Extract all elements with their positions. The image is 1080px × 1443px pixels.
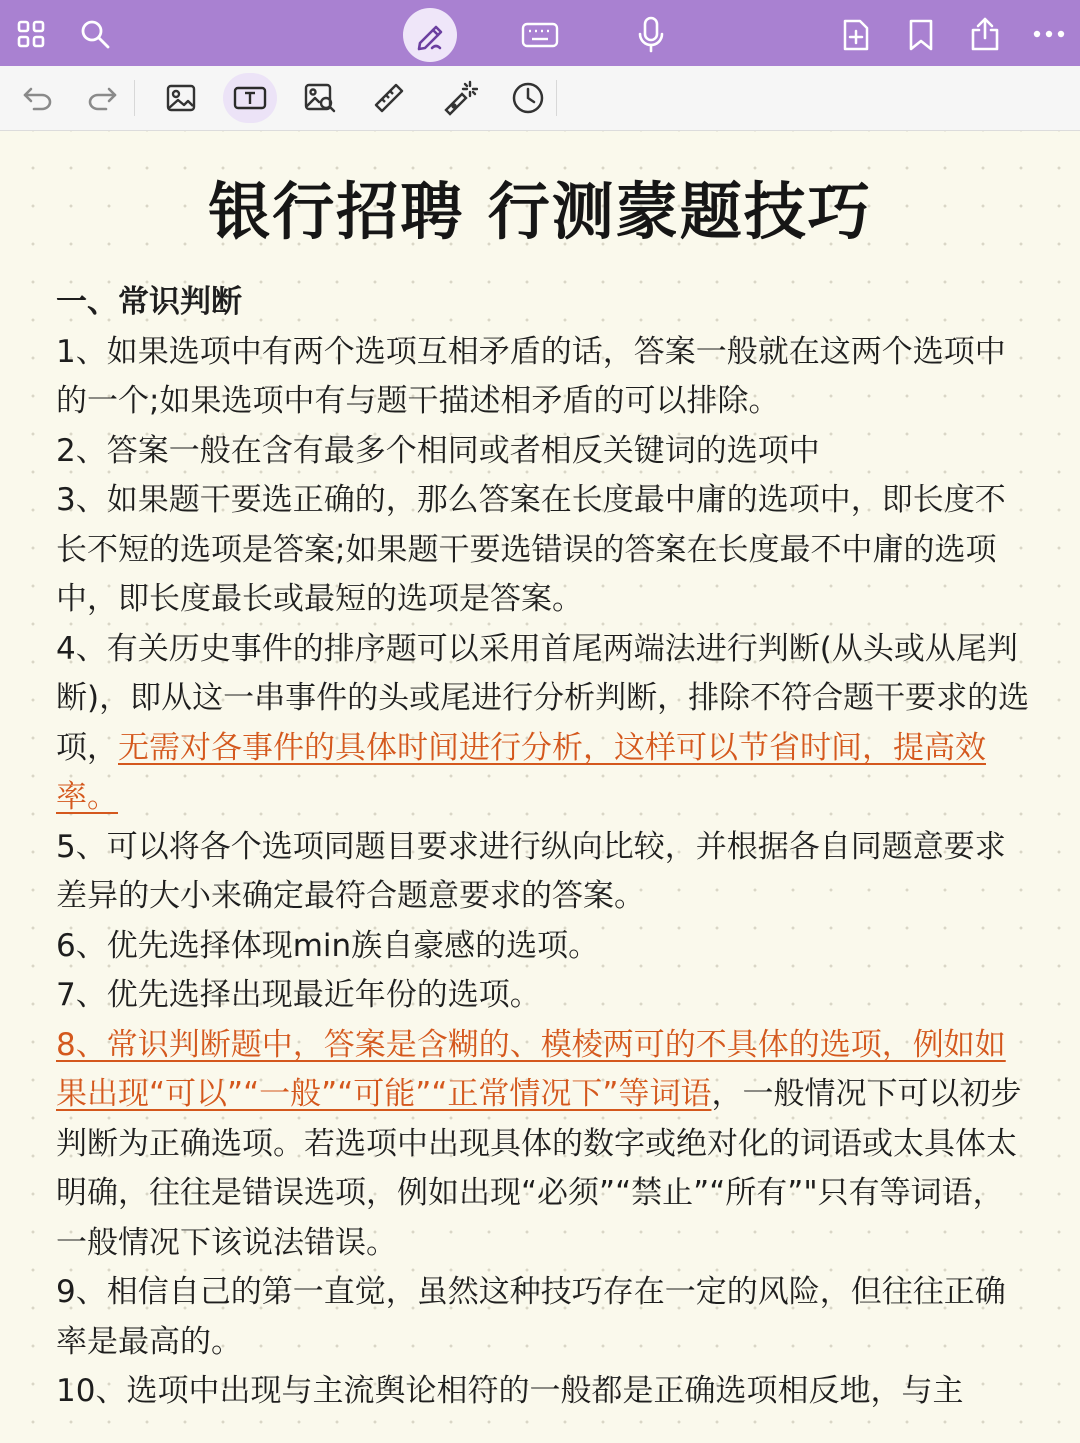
grid-icon[interactable] <box>14 17 48 51</box>
top-toolbar <box>0 0 1080 66</box>
bookmark-icon[interactable] <box>904 16 938 54</box>
paragraph-5: 5、可以将各个选项同题目要求进行纵向比较，并根据各自同题意要求差异的大小来确定最符合题意要求的答案。 <box>56 828 1006 914</box>
redo-icon[interactable] <box>84 80 120 116</box>
paragraph-2: 2、答案一般在含有最多个相同或者相反关键词的选项中 <box>56 432 820 469</box>
paragraph-7: 7、优先选择出现最近年份的选项。 <box>56 977 541 1013</box>
microphone-icon[interactable] <box>634 15 668 55</box>
note-body <box>56 278 1031 1417</box>
paragraph-6: 6、优先选择体现min族自豪感的选项。 <box>56 927 600 964</box>
paragraph-4 <box>56 625 1031 823</box>
keyboard-icon[interactable] <box>520 18 560 52</box>
pen-icon[interactable] <box>410 15 450 55</box>
paragraph-8-text: ，一般情况下可以初步判断为正确选项。若选项中出现具体的数字或绝对化的词语或太具体太明确，往往是错误选项，例如出现“必须”“禁止”“所有”"只有等词语，一般情况下该说法错误。 <box>56 1076 1022 1261</box>
toolbar-divider <box>134 80 135 116</box>
paragraph-8 <box>56 1021 1031 1269</box>
laser-pointer-icon[interactable] <box>439 79 479 117</box>
search-icon[interactable] <box>78 17 112 51</box>
paragraph-4-highlight: 无需对各事件的具体时间进行分析，这样可以节省时间，提高效率。 <box>56 729 986 815</box>
ruler-icon[interactable] <box>370 80 408 116</box>
paragraph-1: 1、如果选项中有两个选项互相矛盾的话，答案一般就在这两个选项中的一个;如果选项中有与题干描述相矛盾的可以排除。 <box>56 333 1006 419</box>
image-search-icon[interactable] <box>301 80 339 116</box>
undo-icon[interactable] <box>20 80 56 116</box>
paragraph-8-highlight: 8、常识判断题中，答案是含糊的、模棱两可的不具体的选项，例如如果出现“可以”“一般”“可能”“正常情况下”等词语 <box>56 1026 1006 1112</box>
text-box-icon[interactable] <box>231 80 269 116</box>
share-icon[interactable] <box>966 14 1004 54</box>
paragraph-4-text: 4、有关历史事件的排序题可以采用首尾两端法进行判断(从头或从尾判断)，即从这一串事件的头或尾进行分析判断，排除不符合题干要求的选项， <box>56 630 1030 766</box>
toolbar-divider <box>556 80 557 116</box>
note-title: 银行招聘 行测蒙题技巧 <box>208 175 872 248</box>
paragraph-3: 3、如果题干要选正确的，那么答案在长度最中庸的选项中，即长度不长不短的选项是答案;如果题干要选错误的答案在长度最不中庸的选项中，即长度最长或最短的选项是答案。 <box>56 482 1006 617</box>
image-icon[interactable] <box>163 80 199 116</box>
section-heading: 一、常识判断 <box>56 284 242 320</box>
paragraph-10: 10、选项中出现与主流舆论相符的一般都是正确选项相反地，与主 <box>56 1373 964 1409</box>
more-icon[interactable] <box>1030 22 1068 46</box>
add-page-icon[interactable] <box>838 16 874 54</box>
timer-icon[interactable] <box>509 79 547 117</box>
paragraph-9: 9、相信自己的第一直觉，虽然这种技巧存在一定的风险，但往往正确率是最高的。 <box>56 1274 1006 1360</box>
